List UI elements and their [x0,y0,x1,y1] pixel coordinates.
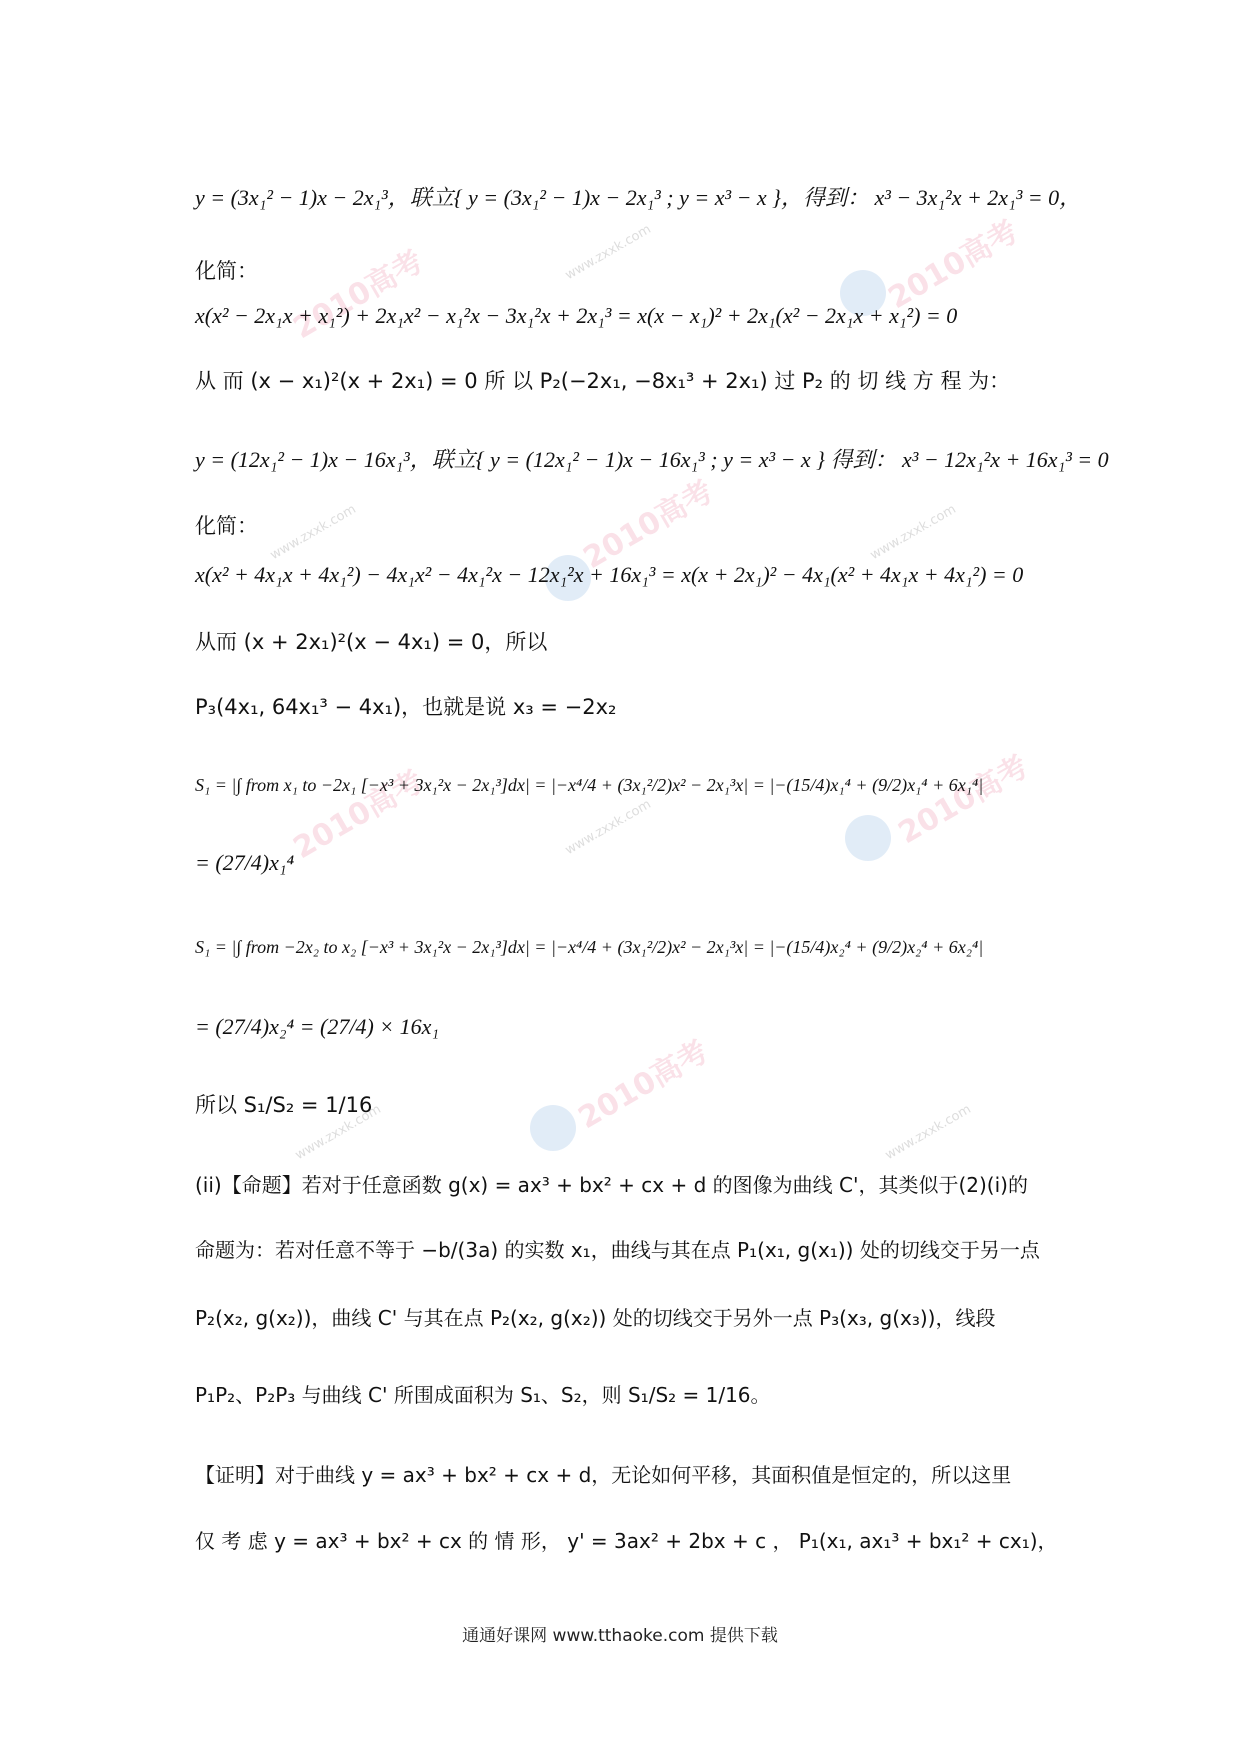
watermark-logo-icon [845,815,891,861]
watermark-url: www.zxxk.com [882,1101,974,1164]
watermark-text: 2010高考 [892,749,1035,852]
proposition-line-2: 命题为：若对任意不等于 −b/(3a) 的实数 x₁，曲线与其在点 P₁(x₁, g(x₁)) 处的切线交于另一点 [195,1238,1040,1262]
watermark-url: www.zxxk.com [292,1101,384,1164]
watermark-text: 2010高考 [287,244,430,347]
result-s2: = (27/4)x₂⁴ = (27/4) × 16x₁ [195,1014,440,1039]
proof-line-2: 仅 考 虑 y = ax³ + bx² + cx 的 情 形， y' = 3ax² + 2bx + c ， P₁(x₁, ax₁³ + bx₁² + cx₁)， [195,1529,1058,1553]
watermark-text: 2010高考 [287,764,430,867]
equation-line-4: y = (12x₁² − 1)x − 16x₁³，联立{ y = (12x₁² − 1)x − 16x₁³ ; y = x³ − x } 得到： x³ − 12x₁²x + 16x₁³ = 0 [195,447,1109,472]
watermark-url: www.zxxk.com [867,501,959,564]
proposition-line-4: P₁P₂、P₂P₃ 与曲线 C' 所围成面积为 S₁、S₂，则 S₁/S₂ = 1/16。 [195,1383,771,1407]
proposition-line-1: (ii)【命题】若对于任意函数 g(x) = ax³ + bx² + cx + d 的图像为曲线 C'，其类似于(2)(i)的 [195,1173,1028,1197]
result-s1: = (27/4)x₁⁴ [195,850,295,875]
footer-credit: 通通好课网 www.tthaoke.com 提供下载 [462,1626,778,1646]
watermark-url: www.zxxk.com [562,221,654,284]
text-line-6: 从而 (x + 2x₁)²(x − 4x₁) = 0，所以 [195,630,548,654]
text-line-3: 从 而 (x − x₁)²(x + 2x₁) = 0 所 以 P₂(−2x₁, −8x₁³ + 2x₁) 过 P₂ 的 切 线 方 程 为： [195,369,1011,393]
watermark-url: www.zxxk.com [562,796,654,859]
integral-s2: S₁ = |∫ from −2x₂ to x₂ [−x³ + 3x₁²x − 2x₁³]dx| = |−x⁴/4 + (3x₁²/2)x² − 2x₁³x| = |−(15/4)x₂⁴ + (9/2)x₂⁴ + 6x₂⁴| [195,937,984,957]
proposition-line-3: P₂(x₂, g(x₂))，曲线 C' 与其在点 P₂(x₂, g(x₂)) 处的切线交于另外一点 P₃(x₃, g(x₃))，线段 [195,1306,996,1330]
watermark-text: 2010高考 [577,474,720,577]
text-simplify-1: 化简： [195,259,258,283]
text-line-7: P₃(4x₁, 64x₁³ − 4x₁)，也就是说 x₃ = −2x₂ [195,695,617,719]
proof-line-1: 【证明】对于曲线 y = ax³ + bx² + cx + d，无论如何平移，其面积值是恒定的，所以这里 [195,1463,1012,1487]
integral-s1: S₁ = |∫ from x₁ to −2x₁ [−x³ + 3x₁²x − 2x₁³]dx| = |−x⁴/4 + (3x₁²/2)x² − 2x₁³x| = |−(15/4)x₁⁴ + (9/2)x₁⁴ + 6x₁⁴| [195,775,984,795]
ratio-line: 所以 S₁/S₂ = 1/16 [195,1093,373,1117]
equation-line-1: y = (3x₁² − 1)x − 2x₁³，联立{ y = (3x₁² − 1)x − 2x₁³ ; y = x³ − x }，得到： x³ − 3x₁²x + 2x₁³ = 0， [195,185,1082,210]
watermark-text: 2010高考 [572,1034,715,1137]
watermark-logo-icon [530,1105,576,1151]
equation-line-5: x(x² + 4x₁x + 4x₁²) − 4x₁x² − 4x₁²x − 12x₁²x + 16x₁³ = x(x + 2x₁)² − 4x₁(x² + 4x₁x + 4x₁²) = 0 [195,562,1024,587]
text-simplify-2: 化简： [195,514,258,538]
watermark-text: 2010高考 [882,214,1025,317]
watermark-url: www.zxxk.com [267,501,359,564]
equation-line-2: x(x² − 2x₁x + x₁²) + 2x₁x² − x₁²x − 3x₁²x + 2x₁³ = x(x − x₁)² + 2x₁(x² − 2x₁x + x₁²) = 0 [195,303,958,328]
